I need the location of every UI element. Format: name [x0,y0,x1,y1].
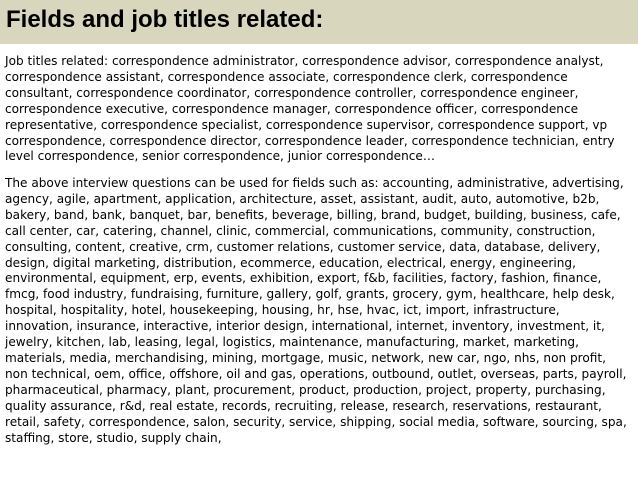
text-line: consulting, content, creative, crm, customer relations, customer service, data, database, delivery, [5,239,601,254]
text-line: The above interview questions can be used for fields such as: accounting, administrative, advertising, [5,176,624,190]
text-line: call center, car, catering, channel, clinic, commercial, communications, community, construction, [5,223,596,238]
text-line: correspondence, correspondence director, correspondence leader, correspondence technician, entry [5,133,615,148]
text-line: non technical, oem, office, offshore, oil and gas, operations, outbound, outlet, overseas, parts, payroll, [5,366,627,381]
text-line: jewelry, kitchen, lab, leasing, legal, logistics, maintenance, manufacturing, market, marketing, [5,335,579,350]
text-line: materials, media, merchandising, mining, mortgage, music, network, new car, ngo, nhs, non profit, [5,350,606,365]
text-line: pharmaceutical, pharmacy, plant, procurement, product, production, project, property, purchasing, [5,382,606,397]
text-line: bakery, band, bank, banquet, bar, benefits, beverage, billing, brand, budget, building, business, cafe, [5,207,621,222]
text-line: design, digital marketing, distribution, ecommerce, education, electrical, energy, engineering, [5,255,576,270]
text-line: retail, safety, correspondence, salon, security, service, shipping, social media, software, sourcing, spa, [5,414,627,429]
text-line: agency, agile, apartment, application, architecture, asset, assistant, audit, auto, automotive, b2b, [5,191,600,206]
text-line: correspondence assistant, correspondence associate, correspondence clerk, correspondence [5,69,568,84]
page-title: Fields and job titles related: [6,6,324,33]
text-line: Job titles related: correspondence administrator, correspondence advisor, correspondence analyst, [5,54,604,68]
job-titles-paragraph [5,54,631,165]
text-line: consultant, correspondence coordinator, correspondence controller, correspondence engineer, [5,85,579,100]
text-line: innovation, insurance, interactive, interior design, international, internet, inventory, investment, it, [5,319,605,334]
text-line: staffing, store, studio, supply chain, [5,430,222,445]
text-line: correspondence executive, correspondence manager, correspondence officer, correspondence [5,101,579,116]
text-line: representative, correspondence specialist, correspondence supervisor, correspondence support, vp [5,117,608,132]
text-line: fmcg, food industry, fundraising, furniture, gallery, golf, grants, grocery, gym, healthcare, help desk, [5,287,615,302]
text-line: environmental, equipment, erp, events, exhibition, export, f&b, facilities, factory, fashion, finance, [5,271,602,286]
text-line: hospital, hospitality, hotel, housekeeping, housing, hr, hse, hvac, ict, import, infrastructure, [5,303,560,318]
text-line: quality assurance, r&d, real estate, records, recruiting, release, research, reservations, restaurant, [5,398,602,413]
fields-paragraph [5,176,631,446]
text-line: level correspondence, senior correspondence, junior correspondence… [5,149,435,164]
title-bar [0,0,638,44]
